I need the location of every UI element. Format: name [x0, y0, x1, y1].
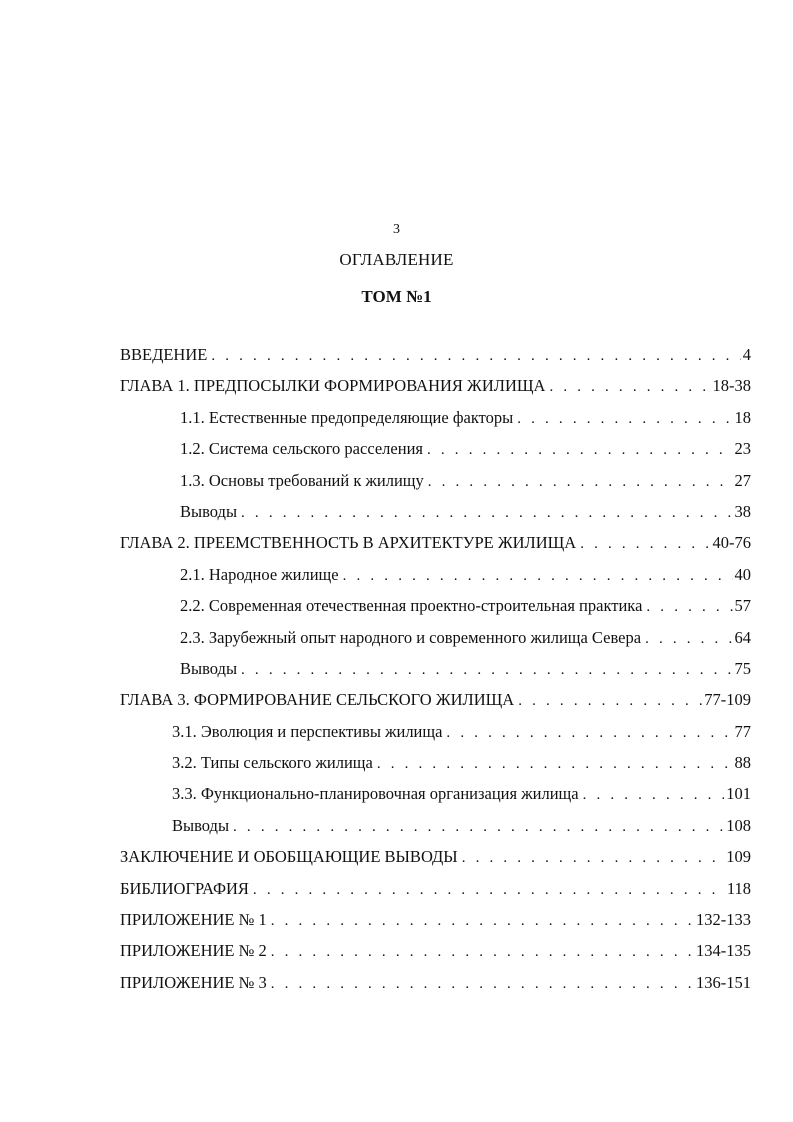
toc-entry-conclusions-1 [120, 502, 751, 533]
toc-entry-section-2-1 [120, 565, 751, 596]
toc-entry-label: Выводы [180, 658, 238, 678]
toc-entry-conclusions-2 [120, 659, 751, 690]
toc-entry-section-2-2 [120, 596, 751, 627]
toc-entry-page: 57 [734, 596, 751, 616]
toc-entry-chapter-1 [120, 376, 751, 407]
toc-entry-section-3-3 [120, 784, 751, 815]
toc-entry-label: Выводы [180, 501, 238, 521]
toc-entry-label: Выводы [172, 815, 230, 835]
dot-leader [271, 913, 694, 930]
toc-entry-label: ЗАКЛЮЧЕНИЕ И ОБОБЩАЮЩИЕ ВЫВОДЫ [120, 847, 458, 867]
toc-entry-page: 118 [726, 878, 751, 898]
toc-entry-page: 136-151 [696, 972, 751, 992]
toc-entry-chapter-2 [120, 533, 751, 564]
volume-title: ТОМ №1 [361, 287, 432, 306]
dot-leader [427, 442, 733, 459]
toc-entry-section-3-1 [120, 722, 751, 753]
toc-entry-section-2-3 [120, 628, 751, 659]
toc-entry-section-1-1 [120, 408, 751, 439]
dot-leader [211, 348, 740, 365]
toc-entry-page: 18-38 [712, 376, 751, 396]
toc-entry-page: 64 [734, 627, 751, 647]
dot-leader [253, 882, 725, 899]
toc-title: ОГЛАВЛЕНИЕ [339, 250, 454, 269]
toc-entry-label: 3.2. Типы сельского жилища [172, 753, 373, 773]
toc-entry-page: 18 [734, 407, 751, 427]
toc-entry-page: 23 [734, 439, 751, 459]
dot-leader [428, 474, 733, 491]
toc-entry-label: 2.1. Народное жилище [180, 564, 339, 584]
toc-entry-label: 1.1. Естественные предопределяющие факторы [180, 407, 514, 427]
toc-entry-page: 88 [734, 753, 751, 773]
toc-entry-label: ПРИЛОЖЕНИЕ № 2 [120, 941, 267, 961]
toc-entry-section-1-3 [120, 471, 751, 502]
table-of-contents [120, 345, 751, 1004]
toc-entry-page: 108 [726, 815, 751, 835]
toc-entry-conclusion [120, 847, 751, 878]
page-number: 3 [393, 222, 400, 237]
dot-leader [580, 536, 710, 553]
toc-entry-label: ВВЕДЕНИЕ [120, 345, 208, 364]
toc-entry-label: ПРИЛОЖЕНИЕ № 3 [120, 972, 267, 992]
dot-leader [549, 379, 710, 396]
dot-leader [377, 756, 733, 773]
toc-entry-page: 77 [734, 721, 751, 741]
dot-leader [462, 850, 725, 867]
toc-entry-label: 1.2. Система сельского расселения [180, 439, 423, 459]
toc-entry-page: 40 [734, 564, 751, 584]
toc-entry-page: 75 [734, 658, 751, 678]
toc-entry-page: 132-133 [696, 910, 751, 930]
dot-leader [233, 819, 724, 836]
toc-entry-label: 2.2. Современная отечественная проектно-строительная практика [180, 596, 643, 616]
toc-entry-appendix-2 [120, 941, 751, 972]
toc-entry-page: 134-135 [696, 941, 751, 961]
toc-entry-bibliography [120, 879, 751, 910]
toc-entry-page: 4 [742, 345, 751, 364]
toc-entry-section-1-2 [120, 439, 751, 470]
dot-leader [241, 505, 732, 522]
dot-leader [646, 599, 732, 616]
toc-entry-label: 2.3. Зарубежный опыт народного и современного жилища Севера [180, 627, 642, 647]
dot-leader [271, 976, 694, 993]
toc-entry-label: ГЛАВА 1. ПРЕДПОСЫЛКИ ФОРМИРОВАНИЯ ЖИЛИЩА [120, 376, 546, 396]
toc-entry-page: 27 [734, 470, 751, 490]
dot-leader [517, 411, 732, 428]
toc-entry-page: 40-76 [712, 533, 751, 553]
toc-entry-appendix-1 [120, 910, 751, 941]
toc-entry-label: БИБЛИОГРАФИЯ [120, 878, 249, 898]
toc-entry-page: 38 [734, 501, 751, 521]
dot-leader [518, 693, 702, 710]
dot-leader [271, 944, 694, 961]
toc-entry-label: ГЛАВА 2. ПРЕЕМСТВЕННОСТЬ В АРХИТЕКТУРЕ ЖИЛИЩА [120, 533, 577, 553]
toc-entry-label: ПРИЛОЖЕНИЕ № 1 [120, 910, 267, 930]
toc-entry-appendix-3 [120, 973, 751, 1004]
toc-entry-page: 77-109 [704, 690, 751, 710]
toc-entry-label: 3.3. Функционально-планировочная организация жилища [172, 784, 579, 804]
toc-entry-label: ГЛАВА 3. ФОРМИРОВАНИЕ СЕЛЬСКОГО ЖИЛИЩА [120, 690, 515, 710]
toc-entry-section-3-2 [120, 753, 751, 784]
dot-leader [343, 568, 733, 585]
toc-entry-conclusions-3 [120, 816, 751, 847]
dot-leader [241, 662, 732, 679]
dot-leader [446, 725, 732, 742]
dot-leader [583, 787, 725, 804]
dot-leader [645, 631, 732, 648]
toc-entry-chapter-3 [120, 690, 751, 721]
toc-entry-page: 101 [726, 784, 751, 804]
toc-entry-page: 109 [726, 847, 751, 867]
toc-entry-label: 1.3. Основы требований к жилищу [180, 470, 424, 490]
toc-entry-introduction [120, 345, 751, 376]
toc-entry-label: 3.1. Эволюция и перспективы жилища [172, 721, 443, 741]
